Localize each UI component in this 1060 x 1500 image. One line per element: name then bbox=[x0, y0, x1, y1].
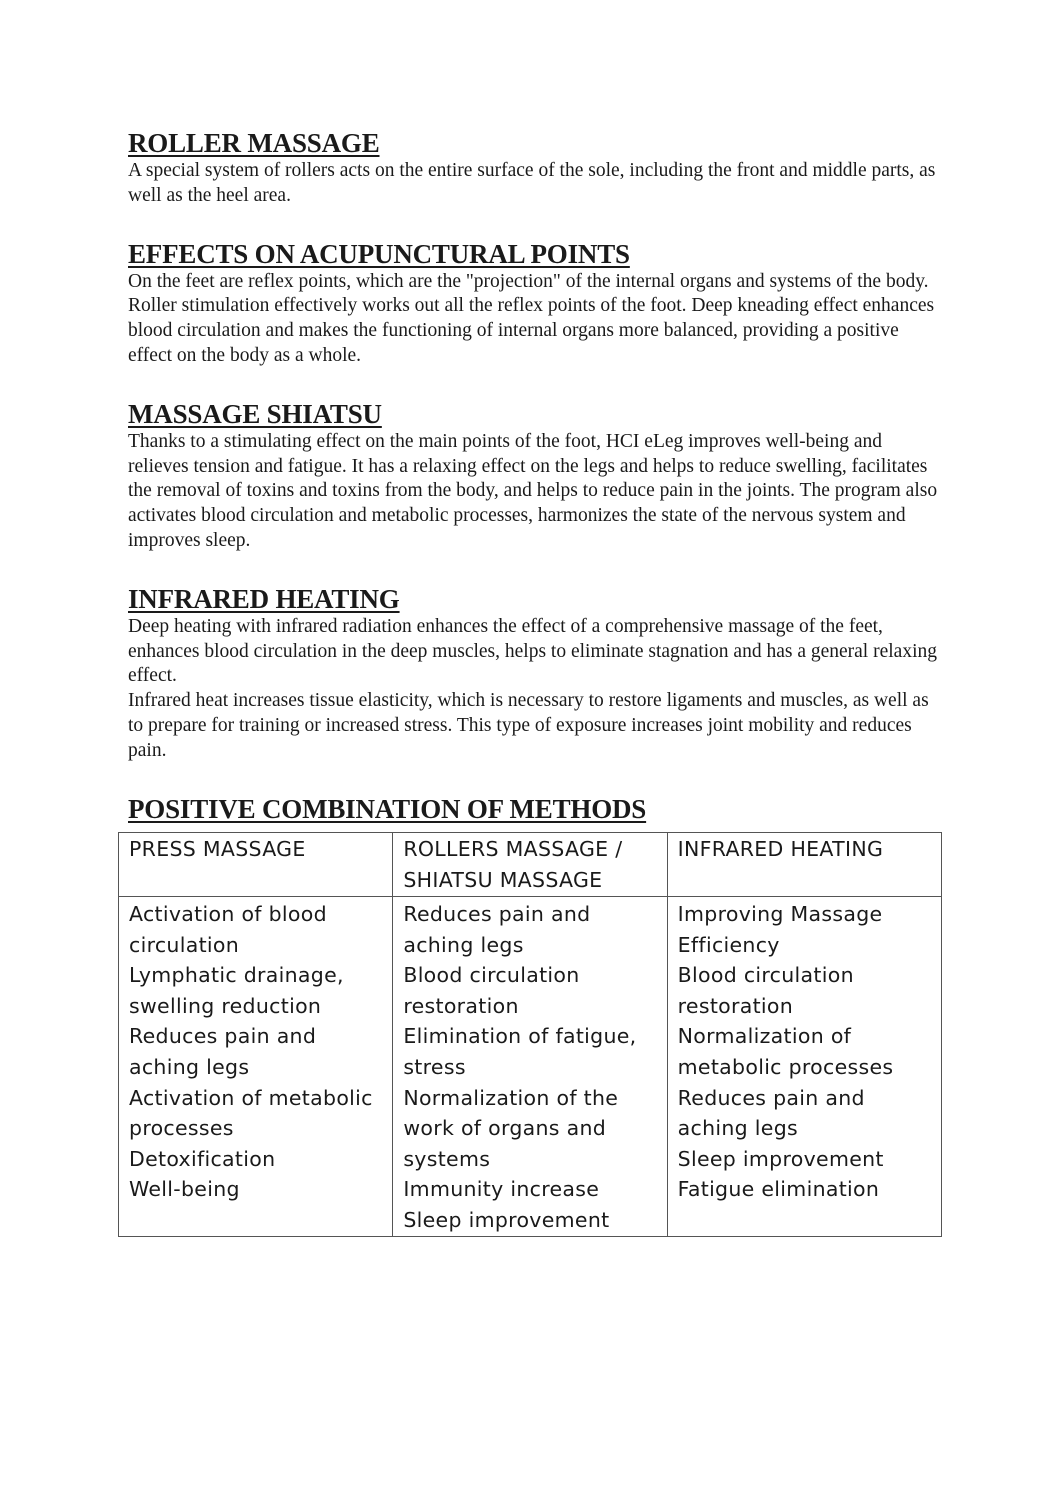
section-paragraph: Thanks to a stimulating effect on the main points of the foot, HCI eLeg improves well-being and relieves tension and fatigue. It has a relaxing effect on the legs and helps to reduce swelling, facilitates the removal of toxins and toxins from the body, and helps to reduce pain in the joints. The program also activates blood circulation and metabolic processes, harmonizes the state of the nervous system and improves sleep. bbox=[128, 430, 938, 551]
list-item: Reduces pain and aching legs bbox=[129, 1024, 317, 1079]
section-roller-massage bbox=[128, 128, 943, 209]
section-paragraph: A special system of rollers acts on the entire surface of the sole, including the front and middle parts, as well as the heel area. bbox=[128, 160, 936, 206]
list-item: Activation of blood circulation bbox=[129, 902, 327, 957]
list-item: Blood circulation restoration bbox=[403, 963, 580, 1018]
section-paragraph: Deep heating with infrared radiation enhances the effect of a comprehensive massage of the feet, enhances blood circulation in the deep muscles, helps to eliminate stagnation and has a general relaxing effect. bbox=[128, 615, 937, 687]
list-item: Blood circulation restoration bbox=[677, 963, 854, 1018]
list-item: Activation of metabolic processes bbox=[129, 1085, 373, 1141]
combination-heading: POSITIVE COMBINATION OF METHODS bbox=[128, 793, 647, 824]
list-item: Normalization of metabolic processes bbox=[677, 1024, 894, 1079]
list-item: Normalization of the work of organs and systems bbox=[403, 1085, 619, 1171]
list-item: Improving Massage Efficiency bbox=[677, 902, 883, 957]
header-rollers-shiatsu: ROLLERS MASSAGE / SHIATSU MASSAGE bbox=[393, 833, 667, 897]
list-item: Fatigue elimination bbox=[677, 1177, 880, 1202]
press-massage-benefits bbox=[119, 897, 393, 1237]
list-item: Lymphatic drainage, swelling reduction bbox=[129, 963, 344, 1018]
section-heading: INFRARED HEATING bbox=[128, 583, 400, 614]
list-item: Detoxification bbox=[129, 1146, 276, 1171]
section-paragraph: On the feet are reflex points, which are the "projection" of the internal organs and systems of the body. bbox=[128, 270, 929, 292]
section-paragraph: Infrared heat increases tissue elasticity, which is necessary to restore ligaments and muscles, as well as to prepare for training or increased stress. This type of exposure increases joint mobility and reduces pain. bbox=[128, 690, 929, 761]
section-infrared-heating bbox=[128, 584, 943, 764]
section-paragraph: Roller stimulation effectively works out all the reflex points of the foot. Deep kneading effect enhances blood circulation and makes the functioning of internal organs more balanced, providing a positive effect on the body as a whole. bbox=[128, 295, 935, 366]
header-press-massage: PRESS MASSAGE bbox=[119, 833, 393, 897]
list-item: Sleep improvement bbox=[677, 1146, 884, 1171]
section-heading: EFFECTS ON ACUPUNCTURAL POINTS bbox=[128, 238, 630, 269]
document-page bbox=[128, 128, 943, 825]
table-row bbox=[119, 897, 942, 1237]
section-heading: MASSAGE SHIATSU bbox=[128, 398, 382, 429]
section-massage-shiatsu bbox=[128, 399, 943, 554]
section-acupunctural-points bbox=[128, 239, 943, 369]
list-item: Reduces pain and aching legs bbox=[677, 1085, 865, 1141]
list-item: Immunity increase bbox=[403, 1177, 600, 1202]
infrared-heating-benefits bbox=[667, 897, 941, 1237]
list-item: Well-being bbox=[129, 1177, 240, 1202]
list-item: Reduces pain and aching legs bbox=[403, 902, 591, 957]
header-infrared-heating: INFRARED HEATING bbox=[667, 833, 941, 897]
section-heading: ROLLER MASSAGE bbox=[128, 128, 380, 158]
methods-comparison-table bbox=[118, 832, 942, 1237]
list-item: Elimination of fatigue, stress bbox=[403, 1024, 637, 1079]
table-header-row bbox=[119, 833, 942, 897]
list-item: Sleep improvement bbox=[403, 1207, 610, 1232]
rollers-shiatsu-benefits bbox=[393, 897, 667, 1237]
